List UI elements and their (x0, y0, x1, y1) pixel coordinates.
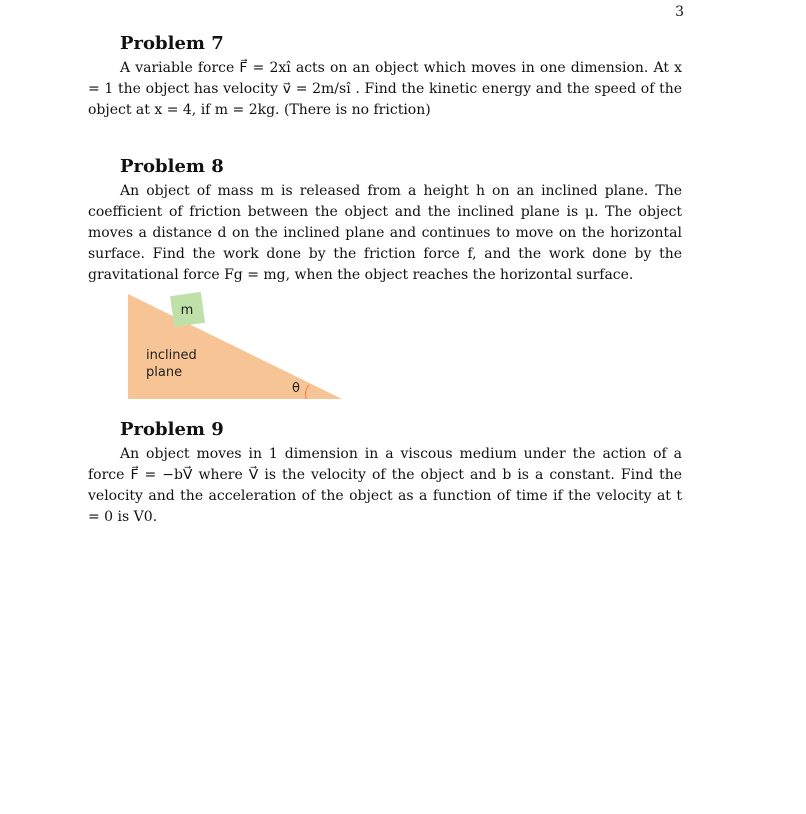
angle-label: θ (292, 381, 300, 396)
problem-9-text: An object moves in 1 dimension in a viscous medium under the action of a force F⃗ = −bV⃗ where V⃗ is the velocity of the object and b is a constant. Find the velocity and the acceleration of the object as a function of time if the velocity at t = 0 is V0. (88, 446, 682, 525)
inclined-plane-diagram (128, 294, 344, 400)
problem-9 (88, 419, 682, 528)
problem-8 (88, 156, 682, 286)
mass-label: m (180, 303, 194, 318)
inclined-plane-label-line-1: inclined (146, 348, 197, 363)
problem-9-title: Problem 9 (120, 419, 224, 440)
page-number: 3 (675, 4, 684, 20)
inclined-plane-figure (128, 294, 344, 400)
inclined-plane-label-line-2: plane (146, 365, 183, 380)
problem-8-text: An object of mass m is released from a height h on an inclined plane. The coefficient of friction between the object and the inclined plane is μ. The object moves a distance d on the inclined plane and continues to move on the horizontal surface. Find the work done by the friction force f, and the work done by the gravitational force Fg = mg, when the object reaches the horizontal surface. (88, 183, 682, 283)
problem-7-text: A variable force F⃗ = 2xî acts on an object which moves in one dimension. At x = 1 the object has velocity v⃗ = 2m/sî . Find the kinetic energy and the speed of the object at x = 4, if m = 2kg. (There is no friction) (88, 60, 682, 118)
problem-8-title: Problem 8 (120, 156, 224, 177)
problem-7-title: Problem 7 (120, 33, 224, 54)
inclined-plane-shape (128, 294, 342, 399)
problem-7 (88, 33, 682, 121)
